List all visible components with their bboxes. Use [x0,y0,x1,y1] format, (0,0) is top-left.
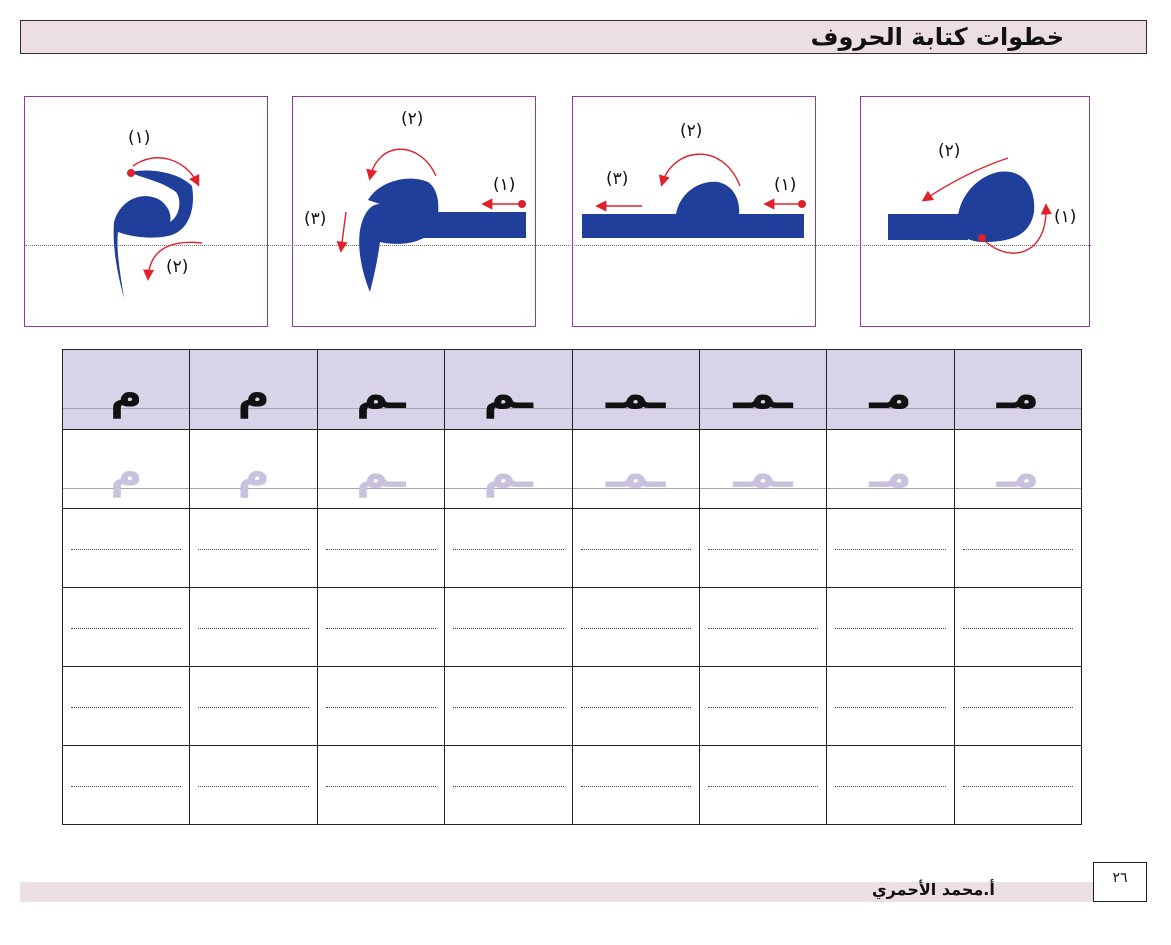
model-letter: م [237,367,270,419]
practice-table [62,349,1082,825]
writing-cell[interactable] [572,746,699,825]
trace-letter: مـ [996,447,1039,498]
model-letter: م [110,367,143,419]
writing-cell[interactable] [317,746,444,825]
trace-letter: مـ [869,447,912,498]
writing-cell[interactable] [572,667,699,746]
trace-letter: ـمـ [605,447,666,498]
meem-initial-shape [888,171,1034,242]
writing-cell[interactable] [63,667,190,746]
trace-letter: ـمـ [733,447,793,498]
writing-cell[interactable] [827,588,954,667]
page-number: ٢٦ [1093,862,1147,902]
writing-cell[interactable] [699,746,826,825]
writing-cell[interactable] [954,509,1081,588]
page-title: خطوات كتابة الحروف [810,23,1064,51]
step-label: (٢) [401,109,424,129]
model-letter: ـم [483,367,534,419]
writing-cell[interactable] [63,746,190,825]
writing-cell[interactable] [317,509,444,588]
model-cell [63,350,190,430]
writing-cell[interactable] [190,746,317,825]
model-cell [827,350,954,430]
trace-letter: ـم [483,447,534,498]
trace-cell[interactable] [827,430,954,509]
writing-cell[interactable] [317,588,444,667]
model-cell [317,350,444,430]
step-label: (٢) [680,121,703,141]
practice-row [63,509,1082,588]
writing-cell[interactable] [190,667,317,746]
writing-cell[interactable] [827,667,954,746]
writing-cell[interactable] [954,588,1081,667]
trace-cell[interactable] [572,430,699,509]
author-name: أ.محمد الأحمري [872,880,995,899]
model-letter: ـمـ [605,367,666,419]
writing-cell[interactable] [827,746,954,825]
model-letter: ـم [356,367,406,419]
trace-letter: م [110,447,143,498]
meem-medial-shape [582,182,804,238]
writing-cell[interactable] [572,588,699,667]
model-cell [699,350,826,430]
model-letter: ـمـ [733,367,793,419]
writing-cell[interactable] [445,667,572,746]
step-label: (١) [493,175,516,195]
model-cell [572,350,699,430]
step-label: (١) [1054,207,1077,227]
trace-cell[interactable] [317,430,444,509]
practice-row [63,746,1082,825]
model-row [63,350,1082,430]
step-label: (٢) [166,257,189,277]
trace-cell[interactable] [445,430,572,509]
writing-cell[interactable] [699,509,826,588]
trace-cell[interactable] [190,430,317,509]
trace-letter: ـم [356,447,406,498]
writing-cell[interactable] [699,588,826,667]
practice-row [63,667,1082,746]
model-cell [190,350,317,430]
trace-cell[interactable] [699,430,826,509]
writing-cell[interactable] [190,588,317,667]
step-label: (٣) [304,209,327,229]
practice-row [63,588,1082,667]
writing-cell[interactable] [445,746,572,825]
writing-cell[interactable] [954,667,1081,746]
trace-letter: م [237,447,270,498]
meem-final-shape [359,179,526,292]
model-cell [954,350,1081,430]
writing-cell[interactable] [954,746,1081,825]
step-label: (٢) [938,141,961,161]
writing-cell[interactable] [63,588,190,667]
writing-cell[interactable] [190,509,317,588]
writing-cell[interactable] [445,588,572,667]
writing-cell[interactable] [572,509,699,588]
model-letter: مـ [869,367,912,419]
writing-cell[interactable] [445,509,572,588]
model-cell [445,350,572,430]
letter-stroke-diagrams [0,0,1171,340]
step-label: (١) [774,175,797,195]
trace-cell[interactable] [954,430,1081,509]
writing-cell[interactable] [699,667,826,746]
meem-isolated-shape [114,171,193,298]
step-label: (٣) [606,169,629,189]
step-label: (١) [128,128,151,148]
trace-cell[interactable] [63,430,190,509]
trace-row [63,430,1082,509]
writing-cell[interactable] [317,667,444,746]
writing-cell[interactable] [827,509,954,588]
model-letter: مـ [996,367,1039,419]
writing-cell[interactable] [63,509,190,588]
